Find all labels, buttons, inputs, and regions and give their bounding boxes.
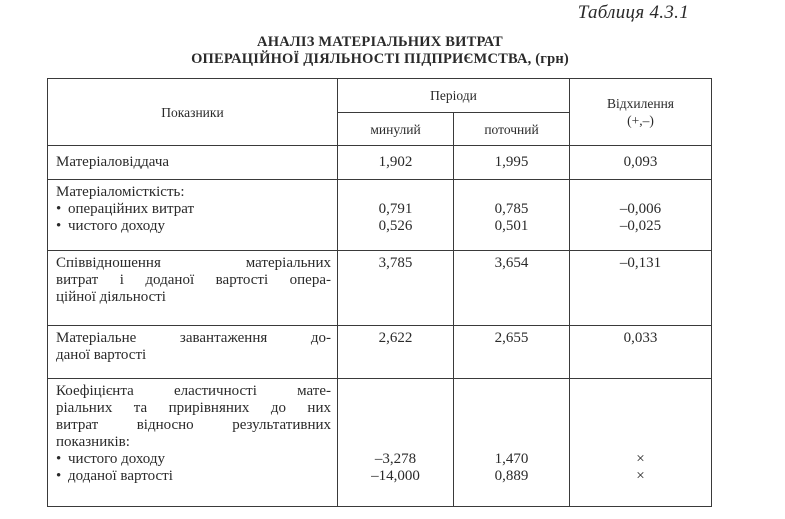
- header-previous: минулий: [338, 113, 454, 146]
- table-row: [48, 379, 712, 507]
- bullet-icon: •: [56, 201, 62, 217]
- row5-name-line2: ріальних та прирівняних до них: [56, 400, 331, 416]
- row4-curr: 2,655: [454, 326, 570, 379]
- bullet-icon: •: [56, 451, 62, 467]
- bullet-icon: •: [56, 218, 62, 234]
- table-title-line2: ОПЕРАЦІЙНОЇ ДІЯЛЬНОСТІ ПІДПРИЄМСТВА, (грн): [191, 51, 569, 67]
- row1-dev: 0,093: [570, 146, 712, 180]
- row4-name-cell: [48, 326, 338, 379]
- row5-name-line4: показників:: [56, 434, 130, 450]
- table-row: [48, 326, 712, 379]
- row2-sub2-prev: 0,526: [378, 218, 413, 234]
- row5-name-line1: Коефіцієнта еластичності мате-: [56, 383, 331, 399]
- table-label: Таблиця 4.3.1: [577, 2, 689, 23]
- row2-sub1-curr: 0,785: [494, 201, 529, 217]
- header-current: поточний: [454, 113, 570, 146]
- materials-analysis-table: [47, 78, 712, 507]
- bullet-icon: •: [56, 468, 62, 484]
- row5-sub1-prev: –3,278: [374, 451, 417, 467]
- row2-sub1-name: операційних витрат: [68, 201, 195, 217]
- row5-sub2-prev: –14,000: [371, 468, 420, 484]
- row5-sub2-dev: ×: [636, 468, 645, 484]
- row1-name: Матеріаловіддача: [48, 146, 338, 180]
- row2-sub1-prev: 0,791: [378, 201, 413, 217]
- row3-name-line3: ційної діяльності: [56, 289, 166, 305]
- header-deviation-line1: Відхилення: [607, 96, 675, 111]
- header-periods: Періоди: [338, 79, 570, 113]
- table-row: [48, 251, 712, 326]
- row2-sub2-name: чистого доходу: [68, 218, 166, 234]
- row4-dev: 0,033: [570, 326, 712, 379]
- row4-name-line2: даної вартості: [56, 347, 147, 363]
- row1-prev: 1,902: [338, 146, 454, 180]
- row3-curr: 3,654: [454, 251, 570, 326]
- header-deviation: [570, 79, 712, 146]
- row2-name-cell: [48, 180, 338, 251]
- row3-prev: 3,785: [338, 251, 454, 326]
- row5-sub2-name: доданої вартості: [68, 468, 173, 484]
- header-indicators: Показники: [48, 79, 338, 146]
- row5-name-line3: витрат відносно результативних: [56, 417, 331, 433]
- row5-name-cell: [48, 379, 338, 507]
- row3-name-line2: витрат і доданої вартості опера-: [56, 272, 331, 288]
- row5-sub2-curr: 0,889: [494, 468, 529, 484]
- header-deviation-line2: (+,–): [627, 113, 654, 128]
- row2-sub1-dev: –0,006: [619, 201, 662, 217]
- row3-name-cell: [48, 251, 338, 326]
- row1-curr: 1,995: [454, 146, 570, 180]
- table-row: [48, 180, 712, 251]
- row5-sub1-dev: ×: [636, 451, 645, 467]
- row2-name: Матеріаломісткість:: [56, 184, 185, 200]
- row4-prev: 2,622: [338, 326, 454, 379]
- row5-sub1-name: чистого доходу: [68, 451, 166, 467]
- table-row: [48, 146, 712, 180]
- row4-name-line1: Матеріальне завантаження до-: [56, 330, 331, 346]
- table-title-line1: АНАЛІЗ МАТЕРІАЛЬНИХ ВИТРАТ: [257, 34, 503, 50]
- row2-sub2-curr: 0,501: [494, 218, 529, 234]
- row3-dev: –0,131: [570, 251, 712, 326]
- row2-sub2-dev: –0,025: [619, 218, 662, 234]
- row3-name-line1: Співвідношення матеріальних: [56, 255, 331, 271]
- row5-sub1-curr: 1,470: [494, 451, 529, 467]
